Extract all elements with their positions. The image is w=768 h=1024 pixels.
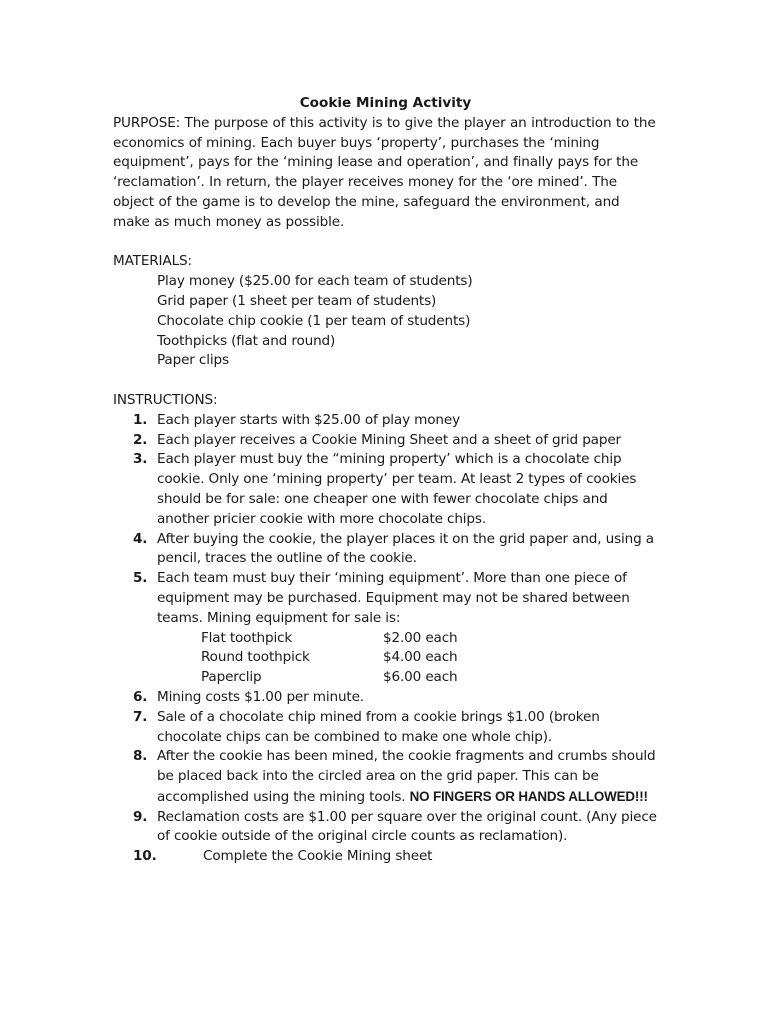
instruction-item: [113, 808, 658, 848]
instruction-text: Each player starts with $25.00 of play money: [157, 411, 461, 428]
instruction-number: 1.: [133, 411, 148, 428]
equipment-row: [201, 629, 658, 649]
instruction-number: 4.: [133, 530, 148, 547]
equipment-price: $6.00 each: [383, 669, 458, 686]
materials-item: Grid paper (1 sheet per team of students): [157, 292, 437, 309]
instruction-number: 8.: [133, 748, 148, 765]
equipment-price: $2.00 each: [383, 629, 458, 646]
equipment-list: [157, 629, 658, 688]
instruction-number: 3.: [133, 451, 148, 468]
spacer: [113, 371, 658, 391]
instruction-text: After buying the cookie, the player places it on the grid paper and, using a pencil, traces the outline of the cookie.: [157, 530, 654, 567]
equipment-name: Paperclip: [201, 669, 262, 686]
materials-item: Chocolate chip cookie (1 per team of students): [157, 312, 471, 329]
instruction-text: Reclamation costs are $1.00 per square over the original count. (Any piece of cookie outside of the original circle counts as reclamation).: [157, 808, 657, 845]
instruction-item: [113, 530, 658, 570]
instruction-item: [113, 688, 658, 708]
instruction-number: 2.: [133, 431, 148, 448]
instruction-text: Each player must buy the “mining property’ which is a chocolate chip cookie. Only one ‘mining property’ per team. At least 2 types of cookies should be for sale: one cheaper one with fewer chocolate chips and another pricier cookie with more chocolate chips.: [157, 451, 637, 527]
document-page: [113, 94, 658, 867]
equipment-row: [201, 668, 658, 688]
instruction-number: 6.: [133, 688, 148, 705]
instruction-item: [113, 411, 658, 431]
instructions-list: [113, 411, 658, 867]
document-title: Cookie Mining Activity: [299, 95, 472, 111]
warning-emphasis: NO FINGERS OR HANDS ALLOWED!!!: [409, 788, 648, 804]
materials-list: [113, 272, 658, 371]
instruction-number: 9.: [133, 808, 148, 825]
instruction-text: After the cookie has been mined, the cookie fragments and crumbs should be placed back into the circled area on the grid paper. This can be accomplished using the mining tools.: [157, 748, 656, 805]
instruction-number: 10.: [133, 848, 157, 865]
instruction-text: Each player receives a Cookie Mining Sheet and a sheet of grid paper: [157, 431, 621, 448]
materials-heading: MATERIALS:: [113, 253, 192, 270]
equipment-price: $4.00 each: [383, 649, 458, 666]
materials-item: Paper clips: [157, 352, 229, 369]
instruction-item: [113, 431, 658, 451]
purpose-paragraph: PURPOSE: The purpose of this activity is to give the player an introduction to the economics of mining. Each buyer buys ‘property’, purchases the ‘mining equipment’, pays for the ‘mining lease and operation’, and finally pays for the ‘reclamation’. In return, the player receives money for the ‘ore mined’. The object of the game is to develop the mine, safeguard the environment, and make as much money as possible.: [113, 114, 656, 230]
materials-item: Play money ($25.00 for each team of students): [157, 273, 473, 290]
instruction-item: [113, 569, 658, 688]
equipment-row: [201, 648, 658, 668]
instruction-text: Complete the Cookie Mining sheet: [203, 848, 433, 865]
materials-item: Toothpicks (flat and round): [157, 332, 336, 349]
instruction-text: Each team must buy their ‘mining equipment’. More than one piece of equipment may be purchased. Equipment may not be shared between teams. Mining equipment for sale is:: [157, 570, 630, 626]
equipment-name: Flat toothpick: [201, 629, 293, 646]
instruction-text: Mining costs $1.00 per minute.: [157, 688, 364, 705]
instructions-heading: INSTRUCTIONS:: [113, 391, 218, 408]
instruction-item: [113, 847, 658, 867]
instruction-text: Sale of a chocolate chip mined from a cookie brings $1.00 (broken chocolate chips can be combined to make one whole chip).: [157, 708, 600, 745]
spacer: [113, 233, 658, 253]
instruction-item: [113, 747, 658, 807]
instruction-number: 5.: [133, 570, 148, 587]
instruction-item: [113, 708, 658, 748]
instruction-number: 7.: [133, 708, 148, 725]
instruction-item: [113, 450, 658, 529]
equipment-name: Round toothpick: [201, 649, 310, 666]
